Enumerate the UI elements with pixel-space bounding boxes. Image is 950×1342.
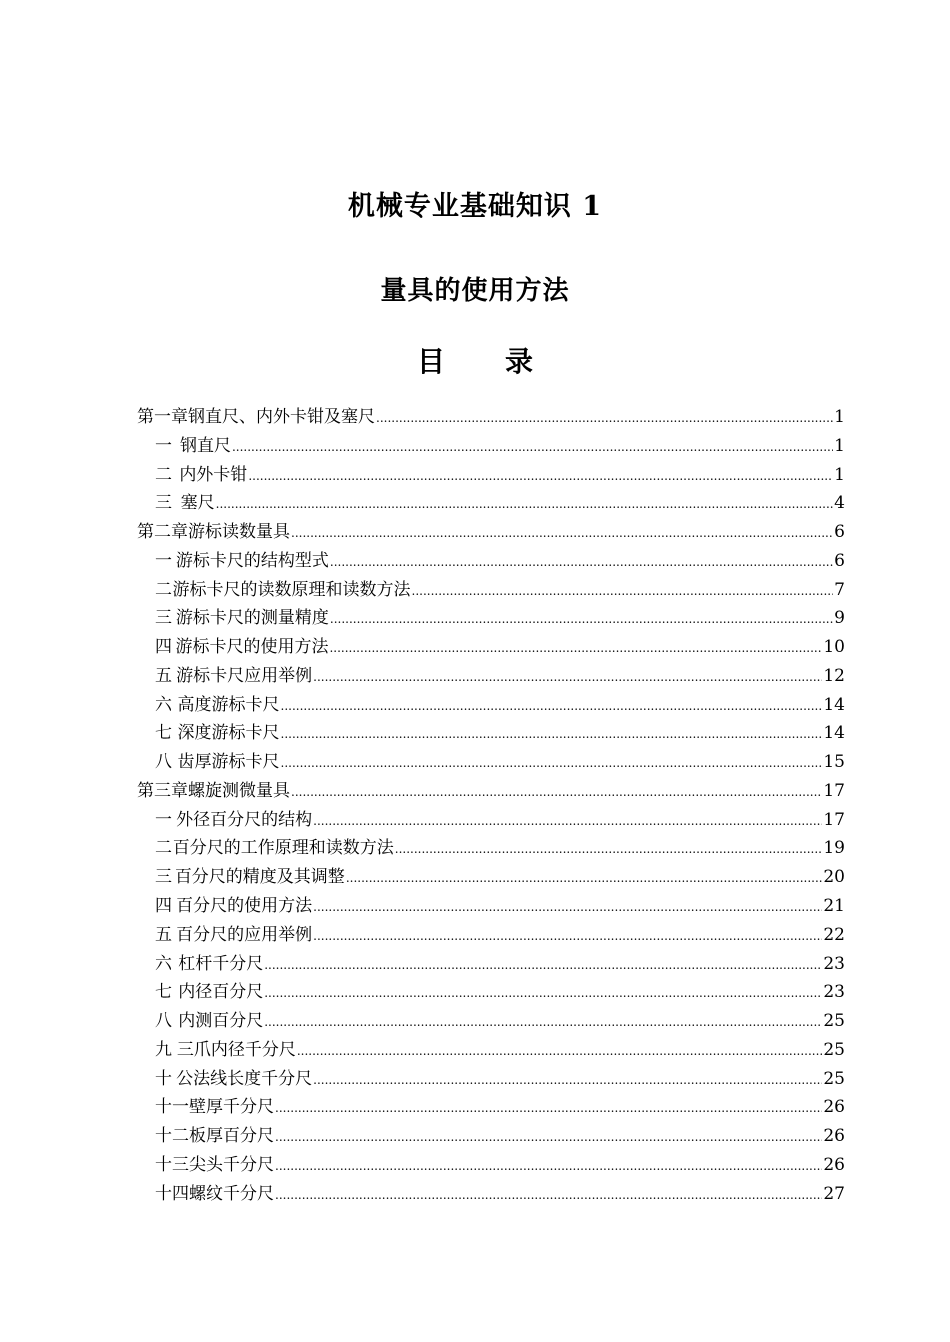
toc-section-entry[interactable] [137,748,845,777]
toc-page-number: 22 [823,924,845,945]
toc-page-number: 25 [823,1011,845,1032]
toc-dot-leader [313,922,822,951]
toc-entry-number: 二 [155,838,172,859]
toc-dot-leader [275,1152,822,1181]
toc-section-entry[interactable] [137,1065,845,1094]
toc-entry-label: 游标卡尺的结构型式 [175,550,329,571]
toc-entry-label: 尖头千分尺 [189,1154,274,1175]
toc-page-number: 23 [823,982,845,1003]
toc-section-entry[interactable] [137,1180,845,1209]
toc-entry-number: 十一 [155,1097,189,1118]
toc-entry-number: 四 [155,637,172,658]
toc-entry-label: 百分尺的使用方法 [176,896,313,917]
toc-page-number: 23 [823,953,845,974]
toc-section-entry[interactable] [137,863,845,892]
toc-page-number: 26 [823,1154,845,1175]
toc-dot-leader [275,1123,822,1152]
toc-page-number: 14 [823,723,845,744]
toc-page-number: 21 [823,896,845,917]
toc-entry-number: 十二 [155,1126,189,1147]
toc-dot-leader [313,1066,822,1095]
toc-dot-leader [329,634,822,663]
document-title: 机械专业基础知识 1 [347,191,603,222]
toc-page-number: 7 [834,579,845,600]
toc-entry-number: 十四 [155,1183,189,1204]
toc-entry-label: 齿厚游标卡尺 [177,752,280,773]
toc-entry-number: 二 [155,579,172,600]
toc-page-number: 25 [823,1068,845,1089]
toc-page-number: 1 [834,464,845,485]
toc-entry-number: 五 [155,665,172,686]
toc-dot-leader [275,1094,822,1123]
toc-dot-leader [313,807,822,836]
toc-entry-number: 九 [155,1039,172,1060]
toc-entry-number: 四 [155,896,172,917]
toc-entry-number: 三 [155,867,172,888]
toc-dot-leader [216,490,834,519]
toc-dot-leader [232,433,833,462]
toc-entry-label: 游标卡尺的测量精度 [175,608,329,629]
toc-page-number: 15 [823,752,845,773]
toc-section-entry[interactable] [137,950,845,979]
toc-entry-number: 八 [155,1011,172,1032]
toc-page-number: 17 [823,780,845,801]
toc-section-entry[interactable] [137,719,845,748]
toc-page-number: 4 [834,493,845,514]
toc-page-number: 1 [834,407,845,427]
toc-page-number: 10 [823,637,845,658]
toc-section-entry[interactable] [137,547,845,576]
toc-dot-leader [281,692,823,721]
toc-entry-label: 百分尺的精度及其调整 [174,867,345,888]
toc-entry-number: 第三章 [137,780,188,801]
toc-dot-leader [313,893,822,922]
document-subtitle: 量具的使用方法 [380,276,570,306]
toc-entry-number: 三 [155,493,172,514]
toc-entry-label: 杠杆千分尺 [178,953,264,974]
toc-section-entry[interactable] [137,892,845,921]
toc-entry-label: 外径百分尺的结构 [176,809,313,830]
toc-dot-leader [281,749,823,778]
toc-page-number: 9 [834,608,845,629]
toc-page-number: 1 [834,435,845,456]
toc-section-entry[interactable] [137,834,845,863]
toc-entry-label: 内外卡钳 [179,464,248,485]
toc-entry-number: 五 [155,924,172,945]
toc-entry-number: 七 [155,723,172,744]
toc-section-entry[interactable] [137,461,845,490]
toc-dot-leader [376,404,833,433]
toc-section-entry[interactable] [137,978,845,1007]
toc-entry-number: 一 [155,809,172,830]
toc-dot-leader [313,663,822,692]
toc-section-entry[interactable] [137,691,845,720]
toc-entry-number: 第二章 [137,522,188,543]
toc-entry-label: 百分尺的工作原理和读数方法 [172,838,394,859]
toc-section-entry[interactable] [137,1093,845,1122]
toc-entry-number: 十 [155,1068,172,1089]
toc-entry-number: 一 [155,550,172,571]
toc-page-number: 25 [823,1039,845,1060]
toc-heading: 目录 [416,345,593,378]
toc-dot-leader [412,577,834,606]
toc-page-number: 19 [823,838,845,859]
toc-entry-label: 深度游标卡尺 [177,723,280,744]
toc-page-number: 26 [823,1097,845,1118]
toc-page-number: 12 [823,665,845,686]
toc-dot-leader [395,835,823,864]
toc-entry-label: 百分尺的应用举例 [176,924,313,945]
toc-entry-label: 钢直尺、内外卡钳及塞尺 [188,407,375,427]
toc-entry-label: 壁厚千分尺 [189,1097,274,1118]
toc-section-entry[interactable] [137,576,845,605]
toc-section-entry[interactable] [137,921,845,950]
toc-chapter-entry[interactable] [137,518,845,547]
toc-entry-label: 游标卡尺应用举例 [176,665,313,686]
toc-entry-label: 塞尺 [180,493,215,514]
toc-entry-number: 二 [155,464,172,485]
toc-section-entry[interactable] [137,662,845,691]
toc-entry-label: 内测百分尺 [178,1011,264,1032]
toc-section-entry[interactable] [137,1122,845,1151]
toc-section-entry[interactable] [137,806,845,835]
toc-dot-leader [330,605,833,634]
toc-section-entry[interactable] [137,633,845,662]
toc-dot-leader [346,864,823,893]
toc-entry-label: 游标卡尺的读数原理和读数方法 [172,579,411,600]
toc-entry-label: 游标卡尺的使用方法 [175,637,329,658]
toc-page-number: 17 [823,809,845,830]
toc-dot-leader [330,548,833,577]
toc-chapter-entry[interactable] [137,403,845,432]
toc-entry-label: 游标读数量具 [188,522,290,543]
toc-entry-number: 八 [155,752,172,773]
toc-section-entry[interactable] [137,604,845,633]
toc-section-entry[interactable] [137,1036,845,1065]
toc-dot-leader [248,462,833,491]
toc-dot-leader [264,979,822,1008]
toc-entry-number: 六 [155,953,172,974]
toc-dot-leader [275,1181,822,1210]
toc-entry-label: 板厚百分尺 [189,1126,274,1147]
toc-dot-leader [264,951,822,980]
toc-page-number: 6 [834,550,845,571]
toc-entry-number: 第一章 [137,407,188,427]
toc-section-entry[interactable] [137,489,845,518]
toc-entry-number: 六 [155,694,172,715]
toc-entry-label: 钢直尺 [179,435,231,456]
toc-page-number: 26 [823,1126,845,1147]
toc-entry-number: 七 [155,982,172,1003]
toc-entry-number: 三 [155,608,172,629]
toc-entry-label: 高度游标卡尺 [177,694,280,715]
toc-page-number: 27 [823,1183,845,1204]
toc-entry-label: 公法线长度千分尺 [176,1068,313,1089]
toc-dot-leader [291,778,822,807]
toc-entry-label: 内径百分尺 [178,982,264,1003]
toc-entry-label: 螺旋测微量具 [188,780,290,801]
toc-page-number: 14 [823,694,845,715]
toc-chapter-entry[interactable] [137,777,845,806]
toc-entry-label: 三爪内径千分尺 [176,1039,296,1060]
toc-section-entry[interactable] [137,1007,845,1036]
toc-dot-leader [281,720,823,749]
toc-entry-number: 十三 [155,1154,189,1175]
toc-page-number: 20 [823,867,845,888]
toc-entry-number: 一 [155,435,172,456]
toc-dot-leader [264,1008,822,1037]
toc-page-number: 6 [834,522,845,543]
toc-section-entry[interactable] [137,1151,845,1180]
toc-dot-leader [291,519,833,548]
toc-dot-leader [297,1037,823,1066]
toc-section-entry[interactable] [137,432,845,461]
table-of-contents [137,403,845,1208]
toc-entry-label: 螺纹千分尺 [189,1183,274,1204]
